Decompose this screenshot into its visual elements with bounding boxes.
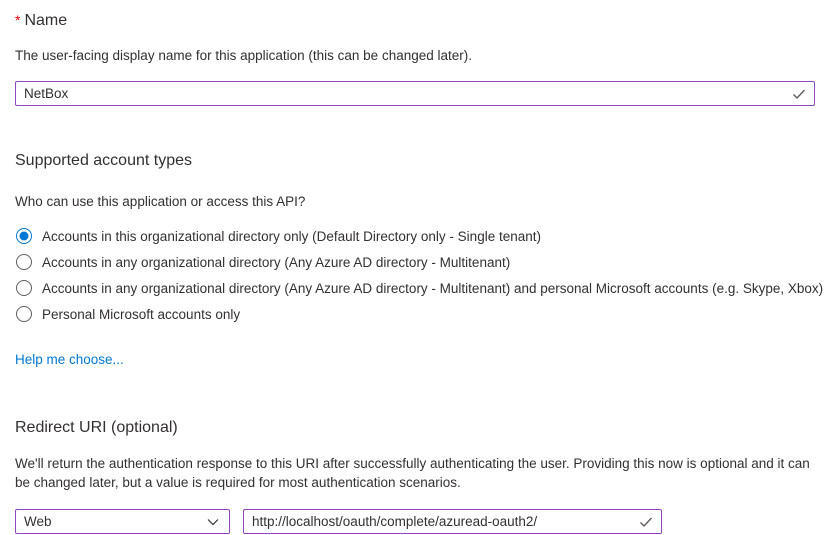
redirect-uri-heading: Redirect URI (optional) xyxy=(15,419,178,436)
help-me-choose-link[interactable]: Help me choose... xyxy=(15,352,124,367)
account-types-heading: Supported account types xyxy=(15,152,193,169)
radio-button-icon[interactable] xyxy=(16,254,32,270)
chevron-down-icon xyxy=(206,515,220,529)
radio-button-icon[interactable] xyxy=(16,280,32,296)
name-input[interactable] xyxy=(15,81,815,106)
redirect-uri-row xyxy=(15,509,815,534)
radio-button-icon[interactable] xyxy=(16,228,32,244)
name-heading-label: Name xyxy=(24,12,68,29)
radio-option-label: Accounts in any organizational directory (Any Azure AD directory - Multitenant) and personal Microsoft accounts (e.g. Skype, Xbox) xyxy=(42,280,824,296)
account-types-radio-group xyxy=(15,223,824,327)
redirect-uri-description: We'll return the authentication response to this URI after successfully authenticating the user. Providing this now is optional and it can be changed later, but a value is required for most authentication scenarios. xyxy=(15,456,810,490)
radio-option-label: Accounts in this organizational directory only (Default Directory only - Single tenant) xyxy=(42,228,541,244)
radio-option-single-tenant[interactable] xyxy=(15,223,815,249)
redirect-uri-input[interactable] xyxy=(243,509,662,534)
redirect-uri-section xyxy=(15,417,815,534)
radio-option-personal-only[interactable] xyxy=(15,301,815,327)
radio-option-multitenant-personal[interactable] xyxy=(15,275,824,301)
radio-option-multitenant[interactable] xyxy=(15,249,815,275)
radio-option-label: Personal Microsoft accounts only xyxy=(42,306,241,322)
name-section-heading xyxy=(15,10,815,31)
account-types-question: Who can use this application or access this API? xyxy=(15,194,306,209)
uri-field-wrap xyxy=(243,509,662,534)
radio-option-label: Accounts in any organizational directory (Any Azure AD directory - Multitenant) xyxy=(42,254,511,270)
name-field-wrap xyxy=(15,81,815,106)
platform-select-value: Web xyxy=(24,514,52,529)
supported-account-types-section xyxy=(15,150,824,369)
required-asterisk: * xyxy=(15,12,21,28)
radio-button-icon[interactable] xyxy=(16,306,32,322)
name-description: The user-facing display name for this application (this can be changed later). xyxy=(15,48,472,63)
platform-select[interactable] xyxy=(15,509,230,534)
